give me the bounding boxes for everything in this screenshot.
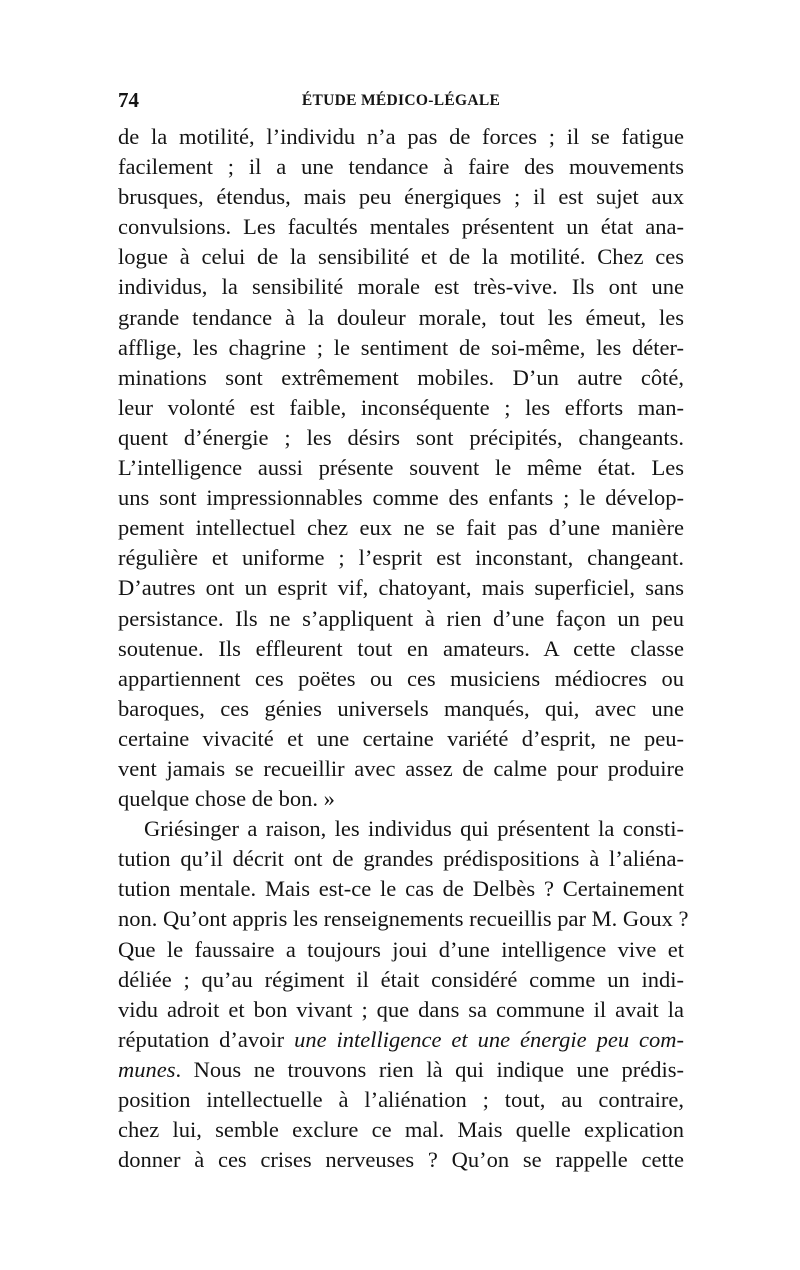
paragraph-2 (118, 814, 689, 1175)
text-line: quelque chose de bon. » (118, 786, 335, 812)
text-line: baroques, ces génies universels manqués, qui, avec une (118, 695, 684, 721)
text-line: donner à ces crises nerveuses ? Qu’on se rappelle cette (118, 1147, 684, 1173)
text-line: facilement ; il a une tendance à faire des mouvements (118, 154, 684, 180)
text-line: quent d’énergie ; les désirs sont précipités, changeants. (118, 424, 684, 450)
italic-text: une intelligence et une énergie peu com- (294, 1026, 684, 1052)
text-line: chez lui, semble exclure ce mal. Mais quelle explication (118, 1117, 684, 1143)
text-line: Griésinger a raison, les individus qui présentent la consti- (144, 816, 684, 842)
text-line: leur volonté est faible, inconséquente ; les efforts man- (118, 394, 684, 420)
text-line: de la motilité, l’individu n’a pas de forces ; il se fatigue (118, 124, 684, 149)
text-line: soutenue. Ils effleurent tout en amateurs. A cette classe (118, 635, 684, 661)
text-line (118, 1055, 684, 1085)
paragraph-1 (118, 122, 684, 814)
running-head: ÉTUDE MÉDICO-LÉGALE (301, 92, 501, 109)
text-run: réputation d’avoir (118, 1026, 295, 1052)
text-line: afflige, les chagrine ; le sentiment de soi-même, les déter- (118, 334, 684, 360)
page-header (118, 88, 684, 122)
text-line: tution mentale. Mais est-ce le cas de Delbès ? Certainement (118, 876, 684, 902)
text-line: tution qu’il décrit ont de grandes prédispositions à l’aliéna- (118, 846, 684, 872)
text-line: vent jamais se recueillir avec assez de calme pour produire (118, 755, 684, 781)
text-line: D’autres ont un esprit vif, chatoyant, mais superficiel, sans (118, 575, 684, 601)
text-line: déliée ; qu’au régiment il était considéré comme un indi- (118, 966, 684, 992)
text-line: individus, la sensibilité morale est très-vive. Ils ont une (118, 274, 684, 300)
text-line: position intellectuelle à l’aliénation ; tout, au contraire, (118, 1087, 684, 1112)
body-text (118, 122, 689, 1175)
text-line: uns sont impressionnables comme des enfants ; le dévelop- (118, 485, 684, 511)
text-line: brusques, étendus, mais peu énergiques ; il est sujet aux (118, 184, 684, 210)
text-line: appartiennent ces poëtes ou ces musiciens médiocres ou (118, 665, 684, 691)
text-line (118, 1025, 684, 1055)
book-page (118, 88, 689, 1175)
text-line: logue à celui de la sensibilité et de la motilité. Chez ces (118, 244, 684, 270)
text-line: non. Qu’ont appris les renseignements recueillis par M. Goux ? (118, 906, 689, 932)
text-line: grande tendance à la douleur morale, tout les émeut, les (118, 304, 684, 330)
text-line: certaine vivacité et une certaine variété d’esprit, ne peu- (118, 725, 684, 751)
text-line: vidu adroit et bon vivant ; que dans sa commune il avait la (118, 996, 684, 1022)
text-line: pement intellectuel chez eux ne se fait pas d’une manière (118, 515, 684, 541)
page-number: 74 (118, 88, 139, 112)
text-line: régulière et uniforme ; l’esprit est inconstant, changeant. (118, 545, 684, 571)
text-line: convulsions. Les facultés mentales présentent un état ana- (118, 214, 684, 240)
text-line: Que le faussaire a toujours joui d’une intelligence vive et (118, 936, 684, 962)
text-line: L’intelligence aussi présente souvent le même état. Les (118, 455, 684, 481)
text-line: minations sont extrêmement mobiles. D’un autre côté, (118, 364, 684, 390)
text-run: . Nous ne trouvons rien là qui indique une prédis- (175, 1056, 684, 1082)
text-line: persistance. Ils ne s’appliquent à rien d’une façon un peu (118, 605, 684, 631)
italic-text: munes (118, 1056, 176, 1082)
